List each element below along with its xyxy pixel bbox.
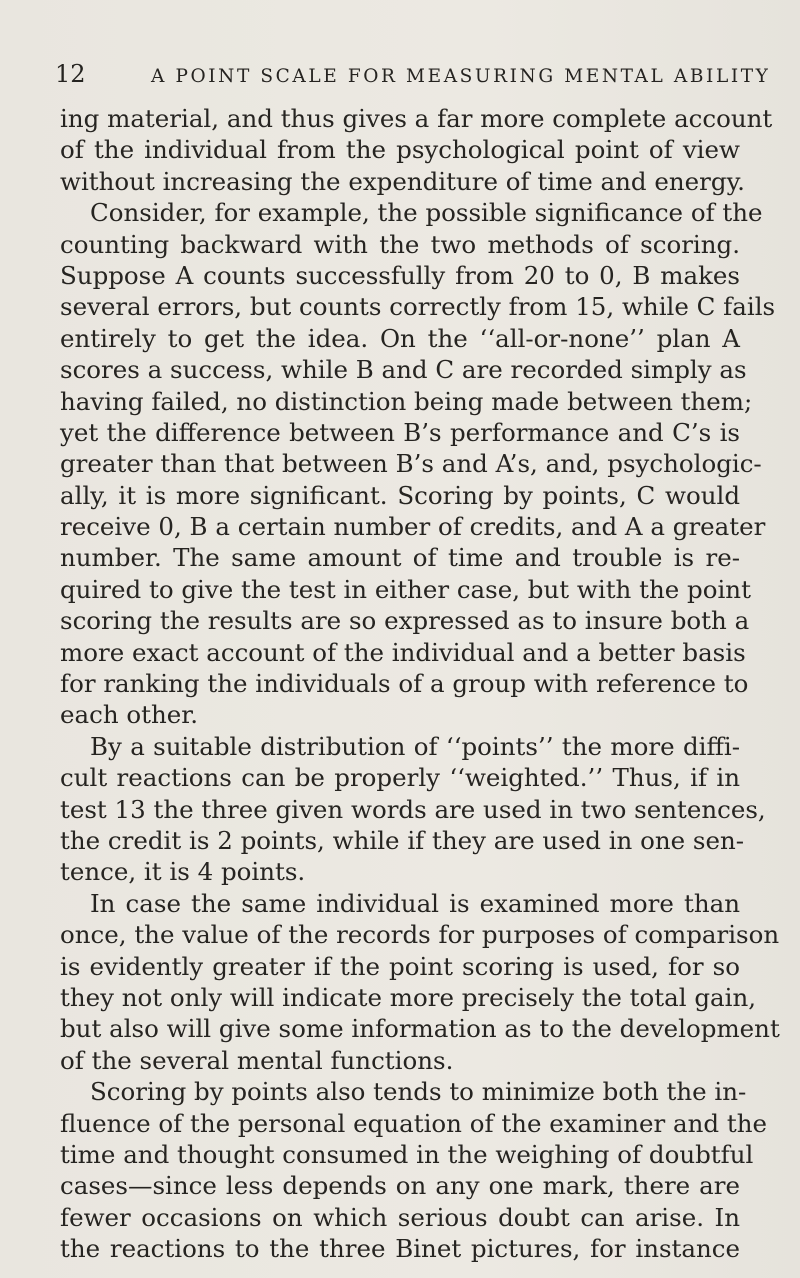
body-text [60, 103, 780, 1264]
text-line: cases—since less depends on any one mark, there are [60, 1171, 740, 1201]
text-line: once, the value of the records for purposes of comparison [60, 920, 780, 950]
text-line: of the individual from the psychological point of view [60, 135, 740, 165]
text-line: each other. [60, 700, 199, 730]
text-line: time and thought consumed in the weighing of doubtful [60, 1139, 754, 1169]
text-line: tence, it is 4 points. [60, 857, 306, 887]
text-line: they not only will indicate more precisely the total gain, [60, 982, 757, 1012]
text-line: Suppose A counts successfully from 20 to 0, B makes [60, 260, 740, 290]
text-line: for ranking the individuals of a group with reference to [60, 669, 749, 699]
text-line: test 13 the three given words are used in two sentences, [60, 794, 766, 824]
text-line: fewer occasions on which serious doubt can arise. In [60, 1202, 740, 1232]
text-line: receive 0, B a certain number of credits, and A a greater [60, 512, 766, 542]
running-head-title: A POINT SCALE FOR MEASURING MENTAL ABILITY [151, 66, 771, 87]
text-line: ally, it is more significant. Scoring by points, C would [60, 480, 740, 510]
text-line: fluence of the personal equation of the examiner and the [60, 1108, 767, 1138]
text-line: number. The same amount of time and trouble is re- [60, 543, 740, 573]
text-line: scoring the results are so expressed as to insure both a [60, 606, 750, 636]
text-line: is evidently greater if the point scoring is used, for so [60, 951, 740, 981]
text-line: ing material, and thus gives a far more complete account [60, 104, 773, 133]
text-line: By a suitable distribution of ‘‘points’’ the more diffi- [90, 731, 740, 761]
text-line: but also will give some information as to the development [60, 1014, 780, 1044]
text-line: the credit is 2 points, while if they are used in one sen- [60, 825, 745, 855]
text-line: Scoring by points also tends to minimize both the in- [90, 1077, 747, 1107]
text-line: yet the difference between B’s performance and C’s is [60, 417, 740, 447]
text-line: without increasing the expenditure of time and energy. [60, 166, 745, 196]
text-line: scores a success, while B and C are recorded simply as [60, 355, 747, 385]
text-line: counting backward with the two methods of scoring. [60, 229, 740, 259]
text-line: several errors, but counts correctly from 15, while C fails [60, 292, 776, 322]
text-line: In case the same individual is examined more than [90, 888, 740, 918]
text-line: entirely to get the idea. On the ‘‘all-or-none’’ plan A [60, 323, 740, 353]
text-line: Consider, for example, the possible significance of the [90, 198, 763, 228]
text-line: more exact account of the individual and a better basis [60, 637, 746, 667]
text-line: cult reactions can be properly ‘‘weighted.’’ Thus, if in [60, 763, 740, 793]
text-line: of the several mental functions. [60, 1045, 454, 1075]
text-line: having failed, no distinction being made between them; [60, 386, 753, 416]
text-line: quired to give the test in either case, but with the point [60, 574, 751, 604]
running-head [55, 60, 771, 96]
text-line: the reactions to the three Binet pictures, for instance [60, 1234, 740, 1264]
page-number: 12 [55, 60, 86, 88]
text-line: greater than that between B’s and A’s, and, psychologic- [60, 449, 762, 479]
